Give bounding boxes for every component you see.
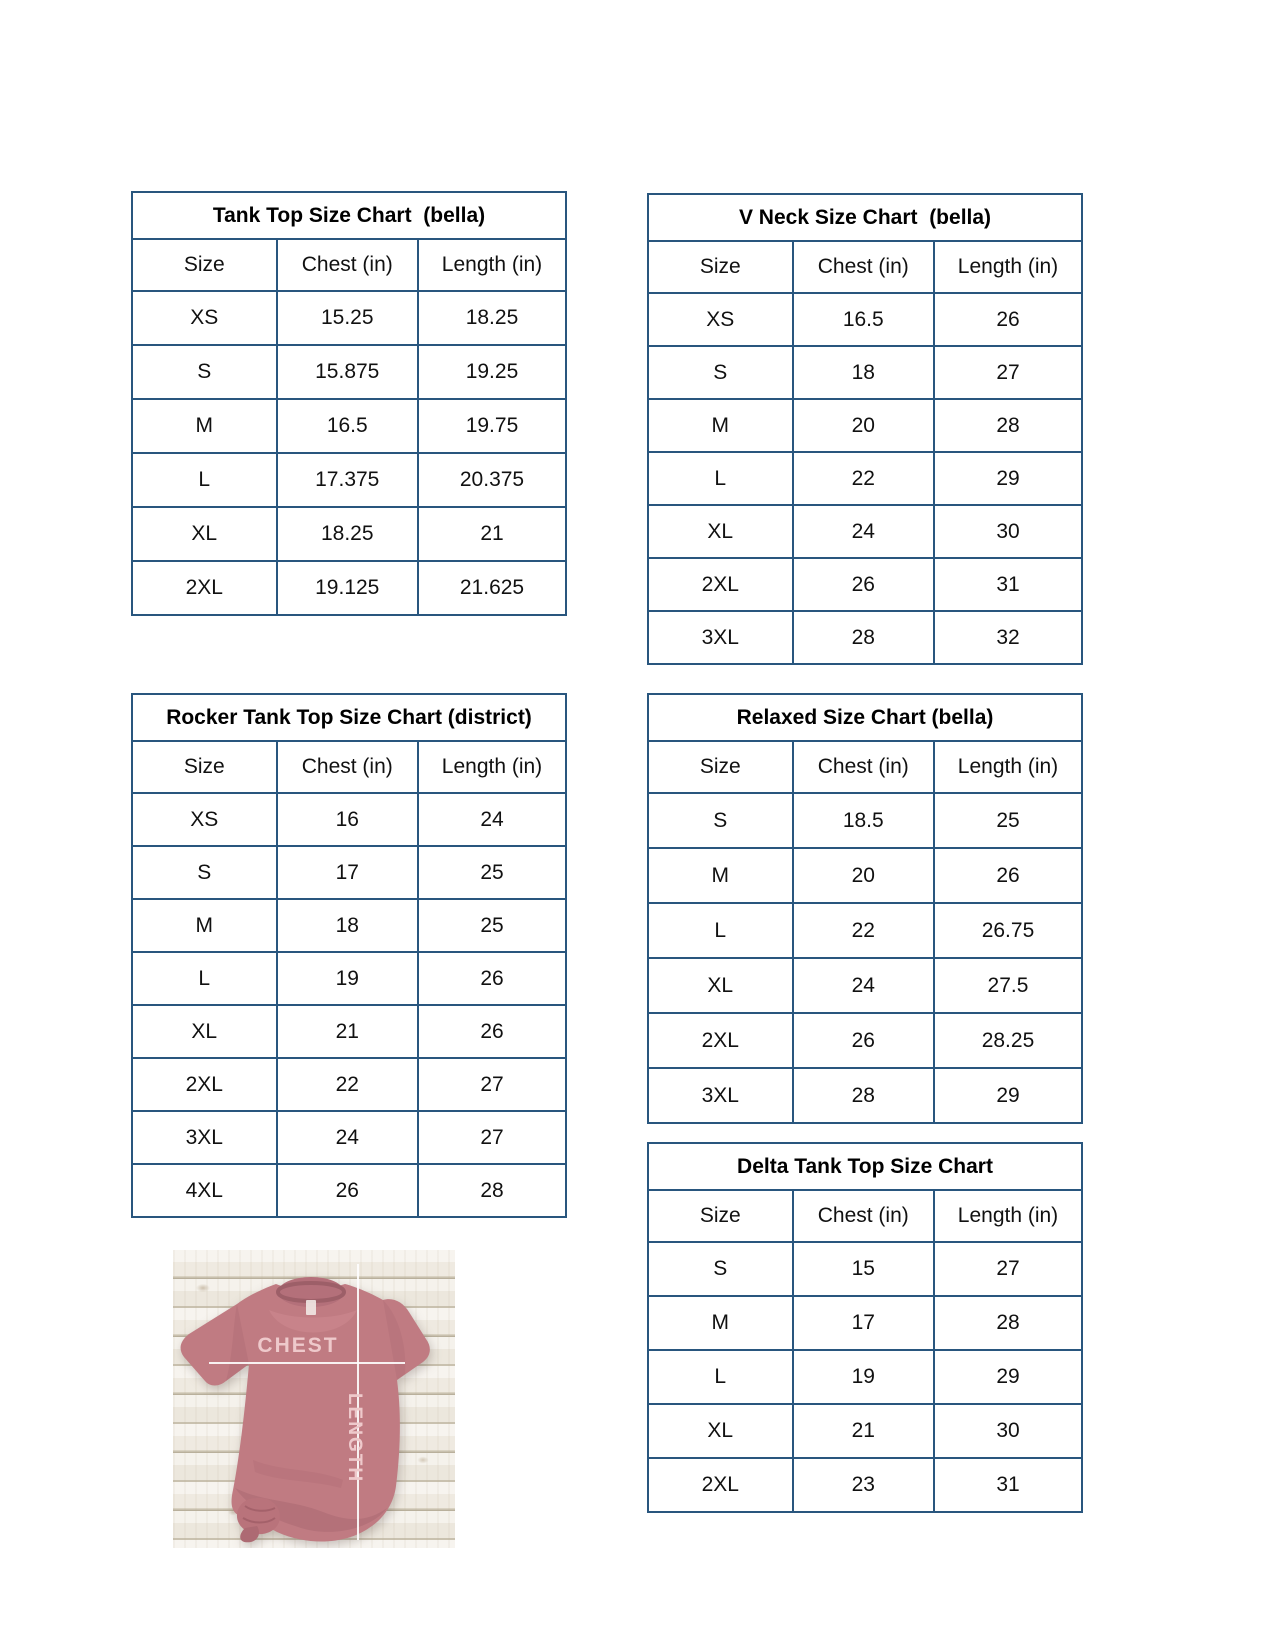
size-cell: M [132,899,277,952]
table-row [648,399,1082,452]
size-cell: XL [132,507,277,561]
size-cell: L [132,453,277,507]
length-cell: 27 [418,1058,566,1111]
tshirt-measurement-photo [173,1250,455,1548]
table-header-row [648,1190,1082,1242]
table-row [132,1005,566,1058]
table-title-row [132,192,566,239]
chest-cell: 16.5 [793,293,934,346]
length-cell: 29 [934,452,1082,505]
table-header-row [648,741,1082,793]
length-cell: 24 [418,793,566,846]
table-row [132,899,566,952]
chest-cell: 18.5 [793,793,934,848]
length-cell: 29 [934,1350,1082,1404]
size-cell: 2XL [648,1458,793,1512]
table-title: V Neck Size Chart (bella) [648,194,1082,241]
chest-cell: 18.25 [277,507,418,561]
length-cell: 19.25 [418,345,566,399]
column-header: Size [648,241,793,293]
table-row [648,848,1082,903]
chest-cell: 15.875 [277,345,418,399]
size-cell: 3XL [648,611,793,664]
chest-cell: 21 [277,1005,418,1058]
table-row [648,958,1082,1013]
size-cell: 3XL [132,1111,277,1164]
length-cell: 27 [934,1242,1082,1296]
size-cell: XL [132,1005,277,1058]
table-title-row [648,694,1082,741]
length-cell: 26.75 [934,903,1082,958]
length-cell: 28.25 [934,1013,1082,1068]
size-cell: S [132,345,277,399]
table-row [648,1458,1082,1512]
size-cell: 2XL [648,558,793,611]
size-cell: 2XL [648,1013,793,1068]
size-cell: S [648,346,793,399]
table-row [132,345,566,399]
chest-cell: 23 [793,1458,934,1512]
relaxed-size-table [647,693,1083,1124]
table-row [132,1111,566,1164]
length-cell: 26 [934,293,1082,346]
chest-cell: 17.375 [277,453,418,507]
length-cell: 30 [934,505,1082,558]
chest-cell: 15.25 [277,291,418,345]
chest-cell: 24 [277,1111,418,1164]
chest-cell: 24 [793,505,934,558]
v-neck-size-table [647,193,1083,665]
size-cell: M [648,1296,793,1350]
tshirt-knot [237,1498,280,1534]
chest-cell: 17 [277,846,418,899]
length-label: LENGTH [344,1392,365,1484]
chest-cell: 19 [277,952,418,1005]
length-cell: 26 [418,952,566,1005]
column-header: Length (in) [934,1190,1082,1242]
size-cell: L [648,1350,793,1404]
chest-cell: 22 [793,903,934,958]
chest-cell: 20 [793,399,934,452]
table-title: Tank Top Size Chart (bella) [132,192,566,239]
table-row [132,453,566,507]
table-row [132,399,566,453]
length-cell: 26 [418,1005,566,1058]
column-header: Chest (in) [277,239,418,291]
table-row [648,1296,1082,1350]
table-row [648,1350,1082,1404]
chest-cell: 21 [793,1404,934,1458]
chest-label: CHEST [257,1334,339,1357]
chest-cell: 26 [793,558,934,611]
chest-cell: 15 [793,1242,934,1296]
length-cell: 21 [418,507,566,561]
chest-cell: 20 [793,848,934,903]
column-header: Size [132,239,277,291]
table-row [132,1164,566,1217]
length-cell: 25 [418,899,566,952]
table-row [648,452,1082,505]
table-header-row [648,241,1082,293]
size-cell: 2XL [132,1058,277,1111]
size-cell: XL [648,958,793,1013]
chest-cell: 16.5 [277,399,418,453]
length-cell: 25 [418,846,566,899]
table-title: Delta Tank Top Size Chart [648,1143,1082,1190]
table-row [648,793,1082,848]
length-cell: 31 [934,1458,1082,1512]
table-row [648,1013,1082,1068]
column-header: Length (in) [418,741,566,793]
chest-cell: 22 [277,1058,418,1111]
length-cell: 19.75 [418,399,566,453]
table-row [132,561,566,615]
length-cell: 25 [934,793,1082,848]
size-cell: M [648,399,793,452]
length-cell: 30 [934,1404,1082,1458]
table-row [648,505,1082,558]
column-header: Chest (in) [277,741,418,793]
length-cell: 28 [418,1164,566,1217]
tank-top-size-table [131,191,567,616]
chest-cell: 19 [793,1350,934,1404]
column-header: Size [132,741,277,793]
column-header: Size [648,1190,793,1242]
table-title-row [132,694,566,741]
table-row [132,793,566,846]
table-row [132,952,566,1005]
table-row [132,846,566,899]
length-cell: 31 [934,558,1082,611]
size-cell: 4XL [132,1164,277,1217]
length-cell: 18.25 [418,291,566,345]
tshirt-neck-label [306,1300,316,1315]
column-header: Chest (in) [793,241,934,293]
chest-cell: 24 [793,958,934,1013]
length-cell: 27.5 [934,958,1082,1013]
chest-cell: 28 [793,611,934,664]
length-cell: 20.375 [418,453,566,507]
size-cell: L [648,452,793,505]
column-header: Length (in) [934,741,1082,793]
size-cell: XS [648,293,793,346]
size-cell: M [132,399,277,453]
tshirt-graphic [173,1250,455,1548]
length-cell: 27 [418,1111,566,1164]
size-cell: 3XL [648,1068,793,1123]
table-row [648,1242,1082,1296]
size-cell: XS [132,291,277,345]
size-cell: S [132,846,277,899]
chest-cell: 22 [793,452,934,505]
size-cell: L [132,952,277,1005]
table-header-row [132,239,566,291]
table-row [132,1058,566,1111]
rocker-tank-size-table [131,693,567,1218]
chest-cell: 17 [793,1296,934,1350]
chest-cell: 26 [277,1164,418,1217]
size-cell: S [648,793,793,848]
table-row [648,293,1082,346]
length-cell: 28 [934,1296,1082,1350]
size-cell: 2XL [132,561,277,615]
column-header: Chest (in) [793,741,934,793]
table-row [648,1068,1082,1123]
size-cell: S [648,1242,793,1296]
size-cell: XL [648,505,793,558]
table-row [648,346,1082,399]
size-cell: M [648,848,793,903]
size-cell: L [648,903,793,958]
table-row [132,291,566,345]
size-cell: XL [648,1404,793,1458]
length-cell: 32 [934,611,1082,664]
table-row [648,611,1082,664]
table-row [648,1404,1082,1458]
length-cell: 28 [934,399,1082,452]
length-cell: 27 [934,346,1082,399]
table-row [648,558,1082,611]
chest-cell: 18 [277,899,418,952]
table-row [648,903,1082,958]
chest-cell: 16 [277,793,418,846]
table-header-row [132,741,566,793]
table-title: Relaxed Size Chart (bella) [648,694,1082,741]
chest-cell: 18 [793,346,934,399]
chest-cell: 19.125 [277,561,418,615]
length-cell: 29 [934,1068,1082,1123]
delta-tank-size-table [647,1142,1083,1513]
table-row [132,507,566,561]
chest-cell: 26 [793,1013,934,1068]
length-cell: 26 [934,848,1082,903]
size-cell: XS [132,793,277,846]
table-title: Rocker Tank Top Size Chart (district) [132,694,566,741]
column-header: Size [648,741,793,793]
column-header: Length (in) [418,239,566,291]
chest-cell: 28 [793,1068,934,1123]
column-header: Chest (in) [793,1190,934,1242]
table-title-row [648,194,1082,241]
column-header: Length (in) [934,241,1082,293]
table-title-row [648,1143,1082,1190]
length-cell: 21.625 [418,561,566,615]
